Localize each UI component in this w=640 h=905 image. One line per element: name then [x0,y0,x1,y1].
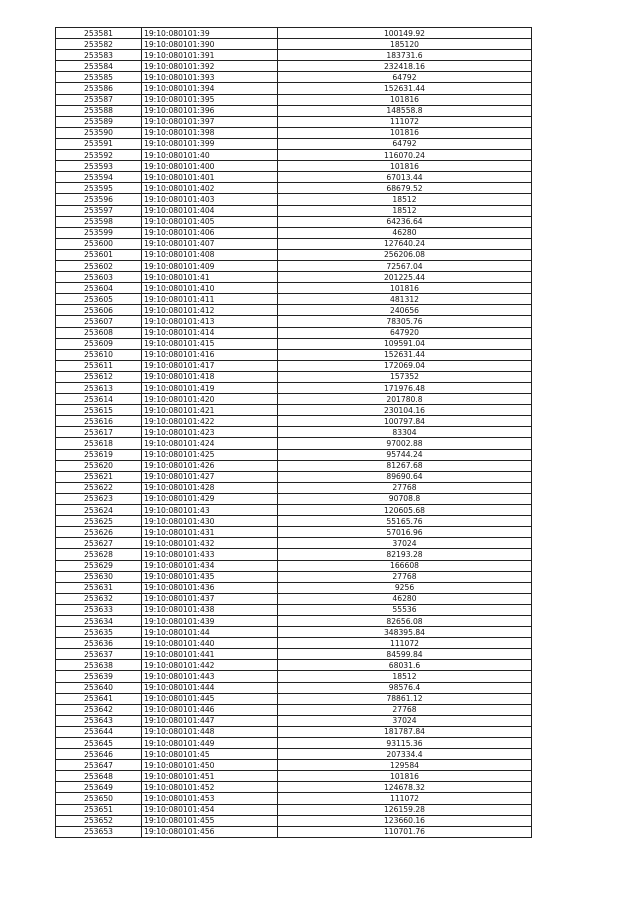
cadastral-number-cell: 19:10:080101:423 [142,427,278,438]
value-cell: 27768 [278,571,532,582]
value-cell: 46280 [278,593,532,604]
cadastral-number-cell: 19:10:080101:432 [142,538,278,549]
cadastral-number-cell: 19:10:080101:454 [142,804,278,815]
row-number-cell: 253585 [56,72,142,83]
cadastral-number-cell: 19:10:080101:395 [142,94,278,105]
table-row [56,538,532,549]
value-cell: 82656.08 [278,615,532,626]
table-row [56,249,532,260]
table-row [56,704,532,715]
table-row [56,349,532,360]
row-number-cell: 253650 [56,793,142,804]
table-row [56,760,532,771]
cadastral-number-cell: 19:10:080101:402 [142,183,278,194]
value-cell: 240656 [278,305,532,316]
cadastral-number-cell: 19:10:080101:447 [142,715,278,726]
table-row [56,738,532,749]
table-row [56,593,532,604]
value-cell: 157352 [278,371,532,382]
row-number-cell: 253603 [56,272,142,283]
value-cell: 98576.4 [278,682,532,693]
row-number-cell: 253633 [56,604,142,615]
table-row [56,371,532,382]
row-number-cell: 253638 [56,660,142,671]
cadastral-number-cell: 19:10:080101:413 [142,316,278,327]
row-number-cell: 253653 [56,826,142,837]
cadastral-number-cell: 19:10:080101:435 [142,571,278,582]
cadastral-number-cell: 19:10:080101:422 [142,416,278,427]
cadastral-number-cell: 19:10:080101:412 [142,305,278,316]
value-cell: 101816 [278,127,532,138]
table-row [56,338,532,349]
row-number-cell: 253592 [56,150,142,161]
value-cell: 185120 [278,39,532,50]
row-number-cell: 253618 [56,438,142,449]
table-row [56,749,532,760]
value-cell: 166608 [278,560,532,571]
table-row [56,505,532,516]
value-cell: 83304 [278,427,532,438]
value-cell: 84599.84 [278,649,532,660]
cadastral-number-cell: 19:10:080101:439 [142,615,278,626]
table-row [56,272,532,283]
row-number-cell: 253646 [56,749,142,760]
table-row [56,50,532,61]
cadastral-number-cell: 19:10:080101:444 [142,682,278,693]
cadastral-number-cell: 19:10:080101:427 [142,471,278,482]
row-number-cell: 253640 [56,682,142,693]
cadastral-number-cell: 19:10:080101:390 [142,39,278,50]
value-cell: 348395.84 [278,627,532,638]
row-number-cell: 253649 [56,782,142,793]
row-number-cell: 253621 [56,471,142,482]
value-cell: 93115.36 [278,738,532,749]
cadastral-number-cell: 19:10:080101:445 [142,693,278,704]
row-number-cell: 253605 [56,294,142,305]
cadastral-number-cell: 19:10:080101:399 [142,138,278,149]
table-row [56,516,532,527]
value-cell: 68679.52 [278,183,532,194]
row-number-cell: 253622 [56,482,142,493]
table-row [56,283,532,294]
value-cell: 152631.44 [278,349,532,360]
table-row [56,150,532,161]
row-number-cell: 253643 [56,715,142,726]
table-row [56,105,532,116]
row-number-cell: 253631 [56,582,142,593]
value-cell: 18512 [278,671,532,682]
row-number-cell: 253620 [56,460,142,471]
cadastral-number-cell: 19:10:080101:419 [142,383,278,394]
row-number-cell: 253614 [56,394,142,405]
cadastral-number-cell: 19:10:080101:391 [142,50,278,61]
cadastral-number-cell: 19:10:080101:436 [142,582,278,593]
value-cell: 232418.16 [278,61,532,72]
row-number-cell: 253652 [56,815,142,826]
data-table [55,27,532,838]
cadastral-number-cell: 19:10:080101:431 [142,527,278,538]
cadastral-number-cell: 19:10:080101:411 [142,294,278,305]
table-row [56,715,532,726]
table-row [56,460,532,471]
row-number-cell: 253636 [56,638,142,649]
cadastral-number-cell: 19:10:080101:437 [142,593,278,604]
value-cell: 126159.28 [278,804,532,815]
cadastral-number-cell: 19:10:080101:392 [142,61,278,72]
cadastral-number-cell: 19:10:080101:448 [142,726,278,737]
value-cell: 81267.68 [278,460,532,471]
row-number-cell: 253651 [56,804,142,815]
cadastral-number-cell: 19:10:080101:443 [142,671,278,682]
cadastral-number-cell: 19:10:080101:428 [142,482,278,493]
table-row [56,127,532,138]
value-cell: 109591.04 [278,338,532,349]
row-number-cell: 253645 [56,738,142,749]
cadastral-number-cell: 19:10:080101:41 [142,272,278,283]
row-number-cell: 253608 [56,327,142,338]
cadastral-number-cell: 19:10:080101:456 [142,826,278,837]
table-row [56,804,532,815]
value-cell: 124678.32 [278,782,532,793]
value-cell: 152631.44 [278,83,532,94]
table-row [56,39,532,50]
table-row [56,582,532,593]
table-row [56,405,532,416]
table-row [56,72,532,83]
row-number-cell: 253624 [56,505,142,516]
value-cell: 100149.92 [278,28,532,39]
table-row [56,726,532,737]
value-cell: 97002.88 [278,438,532,449]
row-number-cell: 253609 [56,338,142,349]
table-row [56,183,532,194]
cadastral-number-cell: 19:10:080101:433 [142,549,278,560]
row-number-cell: 253595 [56,183,142,194]
value-cell: 37024 [278,538,532,549]
row-number-cell: 253641 [56,693,142,704]
table-row [56,826,532,837]
row-number-cell: 253623 [56,493,142,504]
row-number-cell: 253602 [56,260,142,271]
cadastral-number-cell: 19:10:080101:410 [142,283,278,294]
row-number-cell: 253644 [56,726,142,737]
table-row [56,549,532,560]
value-cell: 57016.96 [278,527,532,538]
value-cell: 101816 [278,771,532,782]
value-cell: 46280 [278,227,532,238]
value-cell: 55536 [278,604,532,615]
table-row [56,161,532,172]
value-cell: 230104.16 [278,405,532,416]
value-cell: 67013.44 [278,172,532,183]
value-cell: 90708.8 [278,493,532,504]
row-number-cell: 253600 [56,238,142,249]
table-row [56,416,532,427]
value-cell: 101816 [278,94,532,105]
table-row [56,493,532,504]
cadastral-number-cell: 19:10:080101:446 [142,704,278,715]
cadastral-number-cell: 19:10:080101:426 [142,460,278,471]
value-cell: 129584 [278,760,532,771]
table-row [56,449,532,460]
cadastral-number-cell: 19:10:080101:451 [142,771,278,782]
cadastral-number-cell: 19:10:080101:407 [142,238,278,249]
table-row [56,815,532,826]
value-cell: 78861.12 [278,693,532,704]
table-row [56,438,532,449]
cadastral-number-cell: 19:10:080101:421 [142,405,278,416]
table-row [56,138,532,149]
row-number-cell: 253582 [56,39,142,50]
cadastral-number-cell: 19:10:080101:455 [142,815,278,826]
value-cell: 64792 [278,72,532,83]
cadastral-number-cell: 19:10:080101:430 [142,516,278,527]
table-row [56,116,532,127]
value-cell: 27768 [278,482,532,493]
table-row [56,627,532,638]
table-row [56,94,532,105]
value-cell: 481312 [278,294,532,305]
table-row [56,771,532,782]
cadastral-number-cell: 19:10:080101:434 [142,560,278,571]
value-cell: 72567.04 [278,260,532,271]
row-number-cell: 253629 [56,560,142,571]
value-cell: 181787.84 [278,726,532,737]
cadastral-number-cell: 19:10:080101:44 [142,627,278,638]
cadastral-number-cell: 19:10:080101:425 [142,449,278,460]
cadastral-number-cell: 19:10:080101:404 [142,205,278,216]
value-cell: 201225.44 [278,272,532,283]
value-cell: 18512 [278,205,532,216]
cadastral-number-cell: 19:10:080101:438 [142,604,278,615]
row-number-cell: 253586 [56,83,142,94]
table-row [56,305,532,316]
table-row [56,671,532,682]
cadastral-number-cell: 19:10:080101:401 [142,172,278,183]
cadastral-number-cell: 19:10:080101:417 [142,360,278,371]
value-cell: 68031.6 [278,660,532,671]
cadastral-number-cell: 19:10:080101:420 [142,394,278,405]
value-cell: 89690.64 [278,471,532,482]
row-number-cell: 253626 [56,527,142,538]
value-cell: 101816 [278,161,532,172]
table-row [56,660,532,671]
cadastral-number-cell: 19:10:080101:449 [142,738,278,749]
row-number-cell: 253589 [56,116,142,127]
value-cell: 64236.64 [278,216,532,227]
cadastral-number-cell: 19:10:080101:405 [142,216,278,227]
table-row [56,360,532,371]
value-cell: 82193.28 [278,549,532,560]
row-number-cell: 253593 [56,161,142,172]
cadastral-number-cell: 19:10:080101:408 [142,249,278,260]
cadastral-number-cell: 19:10:080101:45 [142,749,278,760]
row-number-cell: 253648 [56,771,142,782]
row-number-cell: 253616 [56,416,142,427]
cadastral-number-cell: 19:10:080101:416 [142,349,278,360]
row-number-cell: 253637 [56,649,142,660]
table-row [56,527,532,538]
cadastral-number-cell: 19:10:080101:400 [142,161,278,172]
row-number-cell: 253591 [56,138,142,149]
value-cell: 27768 [278,704,532,715]
table-row [56,28,532,39]
cadastral-number-cell: 19:10:080101:450 [142,760,278,771]
value-cell: 95744.24 [278,449,532,460]
value-cell: 207334.4 [278,749,532,760]
table-row [56,260,532,271]
row-number-cell: 253634 [56,615,142,626]
table-row [56,682,532,693]
value-cell: 100797.84 [278,416,532,427]
value-cell: 647920 [278,327,532,338]
cadastral-number-cell: 19:10:080101:452 [142,782,278,793]
table-row [56,615,532,626]
table-row [56,172,532,183]
table-row [56,604,532,615]
cadastral-number-cell: 19:10:080101:440 [142,638,278,649]
row-number-cell: 253584 [56,61,142,72]
table-row [56,782,532,793]
row-number-cell: 253598 [56,216,142,227]
value-cell: 256206.08 [278,249,532,260]
value-cell: 171976.48 [278,383,532,394]
table-row [56,471,532,482]
table-row [56,394,532,405]
table-row [56,205,532,216]
value-cell: 201780.8 [278,394,532,405]
row-number-cell: 253628 [56,549,142,560]
cadastral-number-cell: 19:10:080101:414 [142,327,278,338]
row-number-cell: 253642 [56,704,142,715]
value-cell: 183731.6 [278,50,532,61]
row-number-cell: 253588 [56,105,142,116]
table-row [56,383,532,394]
cadastral-number-cell: 19:10:080101:409 [142,260,278,271]
value-cell: 101816 [278,283,532,294]
row-number-cell: 253619 [56,449,142,460]
table-row [56,793,532,804]
row-number-cell: 253596 [56,194,142,205]
table-row [56,649,532,660]
value-cell: 37024 [278,715,532,726]
value-cell: 123660.16 [278,815,532,826]
row-number-cell: 253607 [56,316,142,327]
value-cell: 64792 [278,138,532,149]
table-row [56,427,532,438]
table-body [56,28,532,838]
row-number-cell: 253639 [56,671,142,682]
table-row [56,216,532,227]
table-row [56,194,532,205]
value-cell: 55165.76 [278,516,532,527]
row-number-cell: 253615 [56,405,142,416]
cadastral-number-cell: 19:10:080101:396 [142,105,278,116]
cadastral-number-cell: 19:10:080101:403 [142,194,278,205]
value-cell: 111072 [278,638,532,649]
cadastral-number-cell: 19:10:080101:393 [142,72,278,83]
cadastral-number-cell: 19:10:080101:394 [142,83,278,94]
row-number-cell: 253625 [56,516,142,527]
value-cell: 111072 [278,793,532,804]
row-number-cell: 253583 [56,50,142,61]
cadastral-number-cell: 19:10:080101:418 [142,371,278,382]
table-row [56,638,532,649]
cadastral-number-cell: 19:10:080101:453 [142,793,278,804]
row-number-cell: 253587 [56,94,142,105]
value-cell: 111072 [278,116,532,127]
row-number-cell: 253617 [56,427,142,438]
row-number-cell: 253594 [56,172,142,183]
cadastral-number-cell: 19:10:080101:424 [142,438,278,449]
cadastral-number-cell: 19:10:080101:40 [142,150,278,161]
table-row [56,294,532,305]
row-number-cell: 253611 [56,360,142,371]
cadastral-number-cell: 19:10:080101:406 [142,227,278,238]
row-number-cell: 253632 [56,593,142,604]
row-number-cell: 253581 [56,28,142,39]
table-row [56,327,532,338]
row-number-cell: 253627 [56,538,142,549]
row-number-cell: 253612 [56,371,142,382]
row-number-cell: 253590 [56,127,142,138]
value-cell: 116070.24 [278,150,532,161]
row-number-cell: 253610 [56,349,142,360]
table-row [56,571,532,582]
cadastral-number-cell: 19:10:080101:43 [142,505,278,516]
row-number-cell: 253604 [56,283,142,294]
row-number-cell: 253630 [56,571,142,582]
value-cell: 120605.68 [278,505,532,516]
cadastral-number-cell: 19:10:080101:397 [142,116,278,127]
row-number-cell: 253601 [56,249,142,260]
value-cell: 110701.76 [278,826,532,837]
table-row [56,316,532,327]
value-cell: 148558.8 [278,105,532,116]
row-number-cell: 253606 [56,305,142,316]
table-row [56,83,532,94]
value-cell: 78305.76 [278,316,532,327]
cadastral-number-cell: 19:10:080101:441 [142,649,278,660]
table-row [56,693,532,704]
row-number-cell: 253613 [56,383,142,394]
cadastral-number-cell: 19:10:080101:415 [142,338,278,349]
cadastral-number-cell: 19:10:080101:442 [142,660,278,671]
value-cell: 9256 [278,582,532,593]
table-row [56,482,532,493]
value-cell: 18512 [278,194,532,205]
row-number-cell: 253597 [56,205,142,216]
table-row [56,227,532,238]
row-number-cell: 253647 [56,760,142,771]
cadastral-number-cell: 19:10:080101:398 [142,127,278,138]
value-cell: 127640.24 [278,238,532,249]
value-cell: 172069.04 [278,360,532,371]
table-row [56,61,532,72]
table-row [56,560,532,571]
table-row [56,238,532,249]
row-number-cell: 253635 [56,627,142,638]
cadastral-number-cell: 19:10:080101:429 [142,493,278,504]
row-number-cell: 253599 [56,227,142,238]
cadastral-number-cell: 19:10:080101:39 [142,28,278,39]
